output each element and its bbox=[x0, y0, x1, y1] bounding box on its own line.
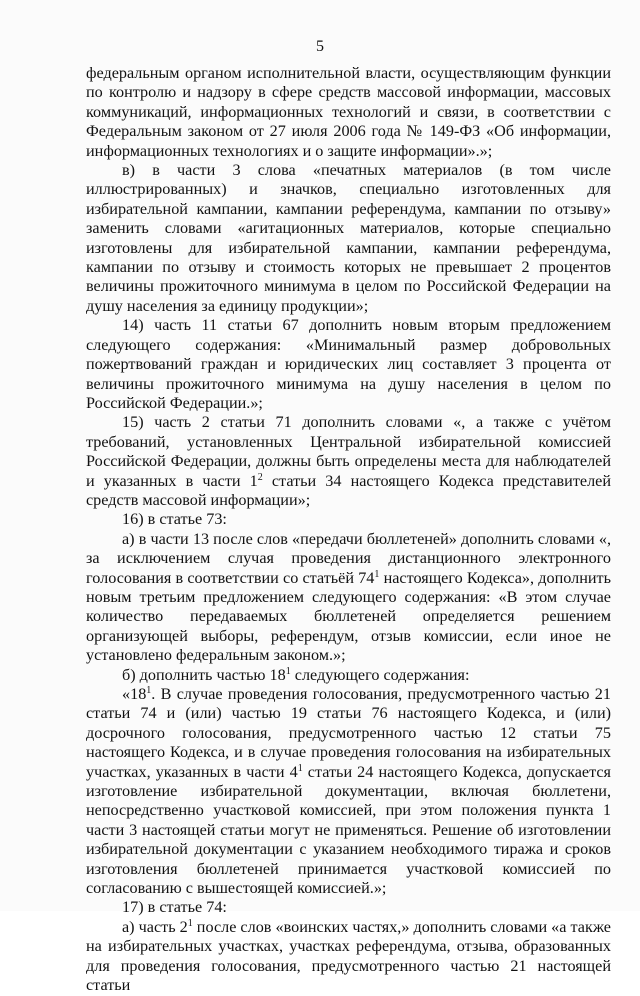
paragraph-text: 15) часть 2 статьи 71 дополнить словами «, а также с учётом требований, установленных Центральной избирательной комиссией Российской Федерации, должны быть определены места для наблюдателей и указанных в части 1 bbox=[86, 413, 611, 490]
paragraph-text: б) дополнить частью 18 bbox=[122, 665, 286, 684]
paragraph bbox=[86, 530, 611, 666]
paragraph-text: следующего содержания: bbox=[290, 665, 470, 684]
paragraph bbox=[86, 413, 611, 510]
paragraph bbox=[86, 316, 611, 413]
paragraph-text: «18 bbox=[122, 685, 147, 703]
superscript-number: 1 bbox=[297, 762, 303, 774]
document-body bbox=[86, 64, 611, 996]
paragraph-text: 14) часть 11 статьи 67 дополнить новым вторым предложением следующего содержания: «Минимальный размер добровольных пожертвований граждан и юридических лиц составляет 3 процента от величины прожиточного минимума на душу населения в целом по Российской Федерации.»; bbox=[86, 316, 611, 412]
paragraph-text: 16) в статье 73: bbox=[122, 510, 227, 529]
paragraph-text: а) в части 13 после слов «передачи бюллетеней» дополнить словами «, за исключением случая проведения дистанционного электронного голосования в соответствии со статьёй 74 bbox=[86, 529, 611, 587]
paragraph bbox=[86, 64, 611, 161]
paragraph bbox=[86, 510, 611, 529]
paragraph-text: статьи 34 настоящего Кодекса представителей средств массовой информации»; bbox=[86, 471, 612, 509]
superscript-number: 1 bbox=[187, 917, 193, 929]
superscript-number: 1 bbox=[146, 685, 152, 696]
paragraph-text: 17) в статье 74: bbox=[122, 898, 227, 917]
paragraph-text: в) в части 3 слова «печатных материалов (в том числе иллюстрированных) и значков, специально изготовленных для избирательной кампании, кампании референдума, кампании по отзыву» заменить словами «агитационных материалов, которые специально изготовлены для избирательной кампании, кампании референдума, кампании по отзыву и стоимость которых не превышает 2 процентов величины прожиточного минимума в целом по Российской Федерации на душу населения за единицу продукции»; bbox=[86, 161, 611, 315]
paragraph bbox=[86, 161, 611, 316]
paragraph-text: статьи 24 настоящего Кодекса, допускается изготовление избирательной документации, включая бюллетени, непосредственно участковой комиссией, при этом положения пункта 1 части 3 настоящей статьи могут не применяться. Решение об изготовлении избирательной документации с указанием необходимого тиража и сроков изготовления бюллетеней принимается участковой комиссией по согласованию с вышестоящей комиссией.»; bbox=[86, 762, 611, 898]
superscript-number: 1 bbox=[374, 568, 380, 580]
paragraph-text: настоящего Кодекса», дополнить новым третьим предложением следующего содержания: «В этом случае количество передаваемых бюллетеней определяется решением организующей выборы, референдум, отзыв комиссии, если иное не установлено федеральным законом.»; bbox=[86, 568, 611, 665]
paragraph bbox=[86, 918, 611, 996]
paragraph bbox=[86, 898, 611, 917]
superscript-number: 1 bbox=[285, 665, 291, 677]
paragraph-text: а) часть 2 bbox=[122, 917, 188, 936]
superscript-number: 2 bbox=[257, 471, 263, 483]
paragraph bbox=[86, 666, 611, 685]
paragraph-text: после слов «воинских частях,» дополнить словами «а также на избирательных участках, участках референдума, отзыва, образованных для проведения голосования, предусмотренного частью 21 настоящей статьи bbox=[86, 917, 611, 995]
page-number: 5 bbox=[316, 38, 324, 55]
paragraph-text: федеральным органом исполнительной власти, осуществляющим функции по контролю и надзору в сфере средств массовой информации, массовых коммуникаций, информационных технологий и связи, в соответствии с Федеральным законом от 27 июля 2006 года № 149-ФЗ «Об информации, информационных технологиях и о защите информации».»; bbox=[86, 64, 611, 160]
paragraph bbox=[86, 685, 611, 898]
paragraph-text: . В случае проведения голосования, предусмотренного частью 21 статьи 74 и (или) частью 19 статьи 76 настоящего Кодекса, и (или) досрочного голосования, предусмотренного частью 12 статьи 75 настоящего Кодекса, и в случае проведения голосования на избирательных участках, указанных в части 4 bbox=[86, 685, 611, 781]
